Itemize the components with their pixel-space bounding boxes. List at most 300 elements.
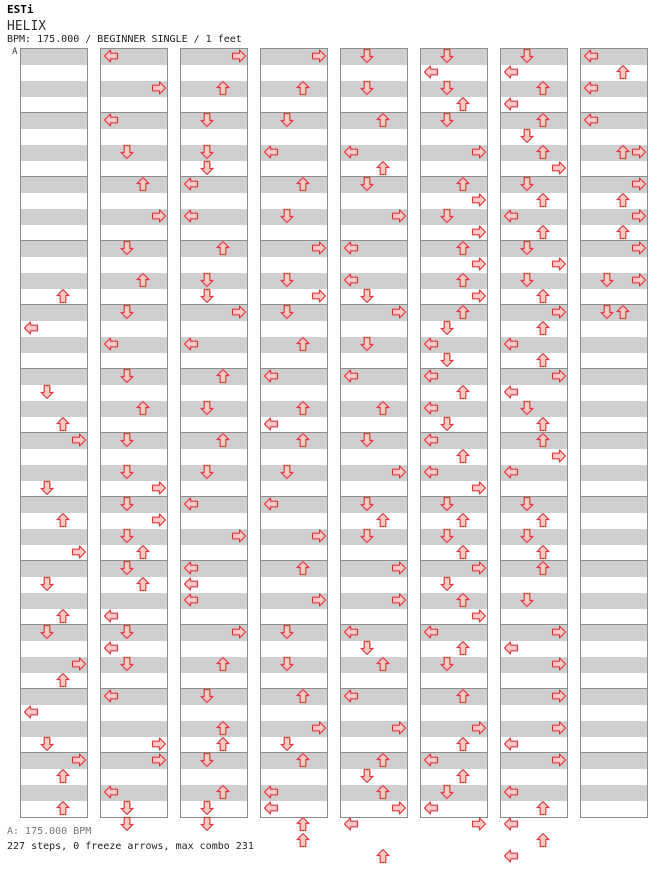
measure-line: [421, 176, 487, 177]
step-arrow-down[interactable]: [39, 384, 55, 400]
step-arrow-right[interactable]: [391, 720, 407, 736]
step-arrow-left[interactable]: [423, 624, 439, 640]
step-arrow-left[interactable]: [263, 800, 279, 816]
step-arrow-left[interactable]: [263, 368, 279, 384]
step-arrow-down[interactable]: [439, 784, 455, 800]
step-arrow-right[interactable]: [231, 624, 247, 640]
step-arrow-right[interactable]: [311, 528, 327, 544]
measure-line: [501, 432, 567, 433]
step-arrow-up[interactable]: [535, 512, 551, 528]
step-arrow-right[interactable]: [71, 544, 87, 560]
step-arrow-up[interactable]: [535, 288, 551, 304]
step-arrow-left[interactable]: [183, 496, 199, 512]
step-arrow-up[interactable]: [215, 368, 231, 384]
step-arrow-up[interactable]: [135, 176, 151, 192]
beat-stripe: [421, 593, 487, 609]
step-arrow-up[interactable]: [615, 192, 631, 208]
step-arrow-up[interactable]: [455, 768, 471, 784]
step-arrow-left[interactable]: [503, 208, 519, 224]
step-arrow-down[interactable]: [279, 624, 295, 640]
step-arrow-right[interactable]: [151, 736, 167, 752]
step-arrow-up[interactable]: [375, 848, 391, 864]
step-arrow-up[interactable]: [135, 576, 151, 592]
step-arrow-down[interactable]: [439, 112, 455, 128]
step-arrow-right[interactable]: [551, 624, 567, 640]
step-arrow-up[interactable]: [375, 512, 391, 528]
step-arrow-up[interactable]: [535, 432, 551, 448]
step-arrow-up[interactable]: [615, 144, 631, 160]
step-arrow-down[interactable]: [519, 272, 535, 288]
step-arrow-up[interactable]: [295, 176, 311, 192]
step-arrow-down[interactable]: [519, 528, 535, 544]
step-arrow-down[interactable]: [119, 304, 135, 320]
step-arrow-right[interactable]: [551, 368, 567, 384]
step-arrow-right[interactable]: [391, 800, 407, 816]
artist-name: ESTi: [7, 3, 34, 16]
step-arrow-up[interactable]: [375, 656, 391, 672]
step-arrow-left[interactable]: [343, 816, 359, 832]
step-arrow-down[interactable]: [519, 240, 535, 256]
step-arrow-left[interactable]: [343, 272, 359, 288]
step-arrow-right[interactable]: [311, 592, 327, 608]
step-arrow-up[interactable]: [55, 800, 71, 816]
step-arrow-up[interactable]: [295, 560, 311, 576]
beat-stripe: [581, 369, 647, 385]
step-arrow-up[interactable]: [215, 656, 231, 672]
step-arrow-up[interactable]: [535, 416, 551, 432]
step-arrow-down[interactable]: [519, 176, 535, 192]
step-arrow-down[interactable]: [119, 528, 135, 544]
beat-stripe: [21, 273, 87, 289]
beat-stripe: [21, 81, 87, 97]
step-arrow-left[interactable]: [103, 784, 119, 800]
step-arrow-down[interactable]: [119, 656, 135, 672]
step-arrow-down[interactable]: [439, 352, 455, 368]
step-arrow-right[interactable]: [551, 160, 567, 176]
step-arrow-up[interactable]: [215, 736, 231, 752]
step-arrow-up[interactable]: [535, 800, 551, 816]
step-arrow-up[interactable]: [215, 784, 231, 800]
step-arrow-down[interactable]: [439, 48, 455, 64]
beat-stripe: [501, 561, 567, 577]
step-arrow-up[interactable]: [55, 608, 71, 624]
step-arrow-up[interactable]: [215, 432, 231, 448]
step-arrow-left[interactable]: [343, 624, 359, 640]
step-arrow-down[interactable]: [439, 320, 455, 336]
step-arrow-up[interactable]: [455, 512, 471, 528]
step-arrow-down[interactable]: [279, 304, 295, 320]
step-arrow-right[interactable]: [471, 288, 487, 304]
step-arrow-left[interactable]: [103, 336, 119, 352]
step-arrow-right[interactable]: [631, 144, 647, 160]
step-arrow-right[interactable]: [391, 304, 407, 320]
beat-stripe: [581, 593, 647, 609]
step-arrow-up[interactable]: [455, 736, 471, 752]
step-arrow-right[interactable]: [551, 688, 567, 704]
step-arrow-down[interactable]: [359, 496, 375, 512]
step-arrow-left[interactable]: [263, 784, 279, 800]
beat-stripe: [21, 465, 87, 481]
step-arrow-down[interactable]: [119, 800, 135, 816]
step-arrow-down[interactable]: [119, 560, 135, 576]
step-arrow-left[interactable]: [263, 496, 279, 512]
step-arrow-up[interactable]: [55, 512, 71, 528]
step-arrow-down[interactable]: [359, 432, 375, 448]
step-arrow-left[interactable]: [503, 384, 519, 400]
step-arrow-right[interactable]: [151, 80, 167, 96]
step-arrow-up[interactable]: [375, 160, 391, 176]
step-arrow-right[interactable]: [471, 144, 487, 160]
step-arrow-right[interactable]: [471, 720, 487, 736]
measure-line: [181, 240, 247, 241]
step-arrow-down[interactable]: [119, 144, 135, 160]
step-arrow-right[interactable]: [551, 448, 567, 464]
step-arrow-left[interactable]: [423, 432, 439, 448]
step-arrow-left[interactable]: [423, 400, 439, 416]
step-arrow-down[interactable]: [119, 464, 135, 480]
step-arrow-up[interactable]: [455, 544, 471, 560]
step-arrow-down[interactable]: [279, 208, 295, 224]
step-arrow-left[interactable]: [343, 368, 359, 384]
measure-line: [21, 688, 87, 689]
step-arrow-left[interactable]: [183, 208, 199, 224]
step-arrow-left[interactable]: [343, 144, 359, 160]
beat-stripe: [261, 177, 327, 193]
step-arrow-right[interactable]: [231, 528, 247, 544]
step-arrow-down[interactable]: [519, 592, 535, 608]
step-arrow-up[interactable]: [455, 448, 471, 464]
step-arrow-up[interactable]: [375, 112, 391, 128]
beat-stripe: [261, 81, 327, 97]
step-arrow-right[interactable]: [471, 608, 487, 624]
beat-stripe: [501, 433, 567, 449]
step-arrow-right[interactable]: [631, 240, 647, 256]
step-arrow-down[interactable]: [519, 48, 535, 64]
step-arrow-down[interactable]: [39, 576, 55, 592]
step-arrow-right[interactable]: [471, 816, 487, 832]
step-arrow-up[interactable]: [535, 80, 551, 96]
step-arrow-up[interactable]: [135, 400, 151, 416]
step-arrow-left[interactable]: [583, 112, 599, 128]
step-arrow-up[interactable]: [295, 816, 311, 832]
beat-stripe: [101, 721, 167, 737]
step-arrow-right[interactable]: [471, 560, 487, 576]
step-arrow-down[interactable]: [359, 768, 375, 784]
beat-stripe: [421, 177, 487, 193]
step-arrow-down[interactable]: [119, 816, 135, 832]
step-arrow-right[interactable]: [151, 208, 167, 224]
beat-stripe: [581, 337, 647, 353]
beat-stripe: [501, 113, 567, 129]
step-arrow-down[interactable]: [439, 208, 455, 224]
step-arrow-down[interactable]: [119, 432, 135, 448]
step-arrow-left[interactable]: [503, 736, 519, 752]
beat-stripe: [101, 273, 167, 289]
step-arrow-up[interactable]: [375, 784, 391, 800]
step-arrow-up[interactable]: [295, 832, 311, 848]
step-arrow-left[interactable]: [183, 592, 199, 608]
step-arrow-up[interactable]: [455, 592, 471, 608]
step-arrow-down[interactable]: [279, 272, 295, 288]
step-arrow-right[interactable]: [631, 272, 647, 288]
measure-line: [581, 560, 647, 561]
step-arrow-right[interactable]: [551, 256, 567, 272]
step-arrow-up[interactable]: [215, 720, 231, 736]
beat-stripe: [21, 369, 87, 385]
step-arrow-left[interactable]: [583, 48, 599, 64]
step-arrow-up[interactable]: [615, 224, 631, 240]
step-arrow-down[interactable]: [359, 288, 375, 304]
beat-stripe: [581, 433, 647, 449]
step-arrow-up[interactable]: [375, 400, 391, 416]
step-arrow-down[interactable]: [279, 112, 295, 128]
step-arrow-left[interactable]: [423, 752, 439, 768]
step-arrow-right[interactable]: [391, 592, 407, 608]
step-arrow-up[interactable]: [455, 176, 471, 192]
step-arrow-up[interactable]: [535, 832, 551, 848]
step-arrow-right[interactable]: [71, 752, 87, 768]
step-arrow-left[interactable]: [503, 64, 519, 80]
step-arrow-right[interactable]: [391, 208, 407, 224]
step-arrow-up[interactable]: [455, 688, 471, 704]
step-arrow-up[interactable]: [295, 752, 311, 768]
step-arrow-left[interactable]: [343, 240, 359, 256]
step-arrow-up[interactable]: [135, 544, 151, 560]
step-arrow-right[interactable]: [311, 720, 327, 736]
step-arrow-left[interactable]: [183, 336, 199, 352]
measure-line: [581, 624, 647, 625]
step-arrow-left[interactable]: [263, 144, 279, 160]
step-arrow-up[interactable]: [55, 768, 71, 784]
step-arrow-down[interactable]: [279, 464, 295, 480]
step-arrow-right[interactable]: [71, 656, 87, 672]
step-arrow-right[interactable]: [471, 192, 487, 208]
step-arrow-left[interactable]: [423, 368, 439, 384]
measure-line: [261, 752, 327, 753]
step-arrow-down[interactable]: [599, 304, 615, 320]
step-arrow-down[interactable]: [199, 288, 215, 304]
step-arrow-up[interactable]: [535, 192, 551, 208]
step-arrow-up[interactable]: [215, 80, 231, 96]
step-arrow-down[interactable]: [599, 272, 615, 288]
step-arrow-up[interactable]: [55, 416, 71, 432]
step-arrow-down[interactable]: [199, 752, 215, 768]
step-arrow-left[interactable]: [183, 560, 199, 576]
step-arrow-left[interactable]: [423, 64, 439, 80]
step-arrow-up[interactable]: [455, 272, 471, 288]
step-arrow-left[interactable]: [503, 784, 519, 800]
step-arrow-left[interactable]: [183, 176, 199, 192]
step-arrow-down[interactable]: [39, 736, 55, 752]
step-arrow-up[interactable]: [615, 64, 631, 80]
step-arrow-up[interactable]: [535, 112, 551, 128]
beat-stripe: [341, 401, 407, 417]
beat-stripe: [261, 401, 327, 417]
beat-stripe: [421, 305, 487, 321]
step-arrow-left[interactable]: [503, 464, 519, 480]
step-arrow-right[interactable]: [471, 480, 487, 496]
step-arrow-up[interactable]: [295, 336, 311, 352]
step-arrow-down[interactable]: [199, 816, 215, 832]
step-arrow-right[interactable]: [631, 208, 647, 224]
beat-stripe: [421, 273, 487, 289]
step-arrow-right[interactable]: [231, 304, 247, 320]
chart-column: [260, 48, 328, 818]
step-arrow-right[interactable]: [311, 48, 327, 64]
beat-stripe: [21, 785, 87, 801]
step-arrow-down[interactable]: [359, 80, 375, 96]
step-arrow-left[interactable]: [503, 640, 519, 656]
step-arrow-up[interactable]: [455, 640, 471, 656]
step-arrow-down[interactable]: [199, 688, 215, 704]
step-arrow-up[interactable]: [535, 352, 551, 368]
step-arrow-up[interactable]: [455, 96, 471, 112]
measure-line: [21, 304, 87, 305]
step-arrow-up[interactable]: [615, 304, 631, 320]
beat-stripe: [261, 561, 327, 577]
step-arrow-right[interactable]: [231, 48, 247, 64]
beat-stripe: [101, 401, 167, 417]
step-arrow-down[interactable]: [199, 112, 215, 128]
step-arrow-left[interactable]: [103, 48, 119, 64]
step-arrow-down[interactable]: [359, 640, 375, 656]
step-arrow-up[interactable]: [535, 320, 551, 336]
beat-stripe: [21, 593, 87, 609]
bpm-marker: A: [12, 47, 18, 57]
beat-stripe: [21, 177, 87, 193]
step-arrow-down[interactable]: [279, 736, 295, 752]
step-arrow-down[interactable]: [439, 496, 455, 512]
step-arrow-down[interactable]: [519, 400, 535, 416]
step-arrow-up[interactable]: [455, 304, 471, 320]
step-arrow-right[interactable]: [471, 256, 487, 272]
beat-stripe: [181, 369, 247, 385]
step-arrow-down[interactable]: [519, 128, 535, 144]
beat-stripe: [421, 241, 487, 257]
step-arrow-left[interactable]: [503, 816, 519, 832]
step-arrow-down[interactable]: [439, 416, 455, 432]
beat-stripe: [581, 689, 647, 705]
step-arrow-up[interactable]: [215, 240, 231, 256]
step-arrow-down[interactable]: [199, 400, 215, 416]
step-arrow-down[interactable]: [359, 176, 375, 192]
beat-stripe: [21, 401, 87, 417]
step-arrow-left[interactable]: [103, 112, 119, 128]
step-arrow-right[interactable]: [551, 720, 567, 736]
step-arrow-down[interactable]: [439, 528, 455, 544]
step-arrow-down[interactable]: [519, 496, 535, 512]
step-arrow-up[interactable]: [55, 672, 71, 688]
step-arrow-left[interactable]: [503, 96, 519, 112]
beat-stripe: [581, 401, 647, 417]
beat-stripe: [501, 81, 567, 97]
step-arrow-down[interactable]: [199, 272, 215, 288]
step-arrow-left[interactable]: [343, 688, 359, 704]
step-arrow-left[interactable]: [23, 320, 39, 336]
step-arrow-left[interactable]: [23, 704, 39, 720]
step-arrow-left[interactable]: [583, 80, 599, 96]
beat-stripe: [581, 561, 647, 577]
step-arrow-up[interactable]: [535, 144, 551, 160]
step-arrow-down[interactable]: [39, 480, 55, 496]
step-arrow-up[interactable]: [455, 240, 471, 256]
step-arrow-left[interactable]: [423, 800, 439, 816]
step-arrow-down[interactable]: [439, 576, 455, 592]
step-arrow-down[interactable]: [359, 48, 375, 64]
step-arrow-left[interactable]: [423, 464, 439, 480]
step-arrow-down[interactable]: [39, 624, 55, 640]
step-arrow-up[interactable]: [295, 400, 311, 416]
step-arrow-down[interactable]: [199, 160, 215, 176]
step-arrow-down[interactable]: [199, 144, 215, 160]
step-arrow-left[interactable]: [263, 416, 279, 432]
step-arrow-up[interactable]: [455, 384, 471, 400]
step-arrow-right[interactable]: [551, 656, 567, 672]
step-arrow-up[interactable]: [295, 80, 311, 96]
step-arrow-left[interactable]: [503, 336, 519, 352]
measure-line: [261, 176, 327, 177]
beat-stripe: [341, 753, 407, 769]
step-arrow-right[interactable]: [151, 480, 167, 496]
measure-line: [581, 496, 647, 497]
measure-line: [421, 304, 487, 305]
measure-line: [101, 176, 167, 177]
step-arrow-right[interactable]: [311, 240, 327, 256]
step-arrow-left[interactable]: [503, 848, 519, 864]
step-arrow-right[interactable]: [151, 512, 167, 528]
step-arrow-up[interactable]: [135, 272, 151, 288]
step-arrow-down[interactable]: [119, 624, 135, 640]
step-arrow-down[interactable]: [439, 656, 455, 672]
beat-stripe: [181, 433, 247, 449]
step-arrow-down[interactable]: [199, 464, 215, 480]
step-arrow-down[interactable]: [359, 336, 375, 352]
step-arrow-down[interactable]: [439, 80, 455, 96]
step-arrow-up[interactable]: [535, 560, 551, 576]
step-arrow-left[interactable]: [103, 640, 119, 656]
beat-stripe: [21, 305, 87, 321]
step-arrow-left[interactable]: [423, 336, 439, 352]
step-arrow-right[interactable]: [471, 224, 487, 240]
step-arrow-down[interactable]: [199, 800, 215, 816]
step-arrow-up[interactable]: [55, 288, 71, 304]
step-arrow-up[interactable]: [535, 224, 551, 240]
step-arrow-down[interactable]: [279, 656, 295, 672]
step-arrow-up[interactable]: [295, 688, 311, 704]
step-arrow-right[interactable]: [631, 176, 647, 192]
step-arrow-right[interactable]: [311, 288, 327, 304]
step-arrow-right[interactable]: [551, 304, 567, 320]
beat-stripe: [181, 81, 247, 97]
step-arrow-up[interactable]: [295, 432, 311, 448]
step-arrow-left[interactable]: [183, 576, 199, 592]
step-arrow-down[interactable]: [119, 496, 135, 512]
step-arrow-down[interactable]: [119, 368, 135, 384]
beat-stripe: [581, 625, 647, 641]
step-arrow-right[interactable]: [391, 464, 407, 480]
step-arrow-up[interactable]: [535, 544, 551, 560]
step-arrow-left[interactable]: [103, 688, 119, 704]
step-arrow-left[interactable]: [103, 608, 119, 624]
step-arrow-right[interactable]: [71, 432, 87, 448]
measure-line: [341, 112, 407, 113]
step-arrow-right[interactable]: [151, 752, 167, 768]
step-arrow-down[interactable]: [359, 528, 375, 544]
step-arrow-down[interactable]: [119, 240, 135, 256]
step-arrow-right[interactable]: [391, 560, 407, 576]
step-arrow-up[interactable]: [375, 752, 391, 768]
step-arrow-right[interactable]: [551, 752, 567, 768]
